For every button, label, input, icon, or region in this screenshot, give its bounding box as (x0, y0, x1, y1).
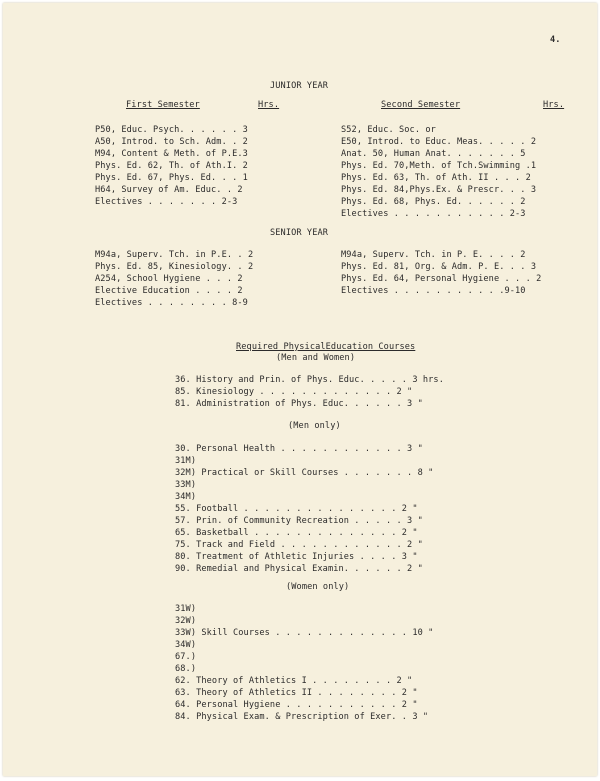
men-course-row: 80. Treatment of Athletic Injuries . . . . 3 " (175, 552, 418, 562)
women-course-row: 62. Theory of Athletics I . . . . . . . . 2 " (175, 676, 413, 686)
junior-right-row: Anat. 50, Human Anat. . . . . . . 5 (341, 149, 526, 159)
men-course-row: 32M) Practical or Skill Courses . . . . . . . 8 " (175, 468, 434, 478)
junior-right-row: Phys. Ed. 70,Meth. of Tch.Swimming .1 (341, 161, 537, 171)
required-course-row: 36. History and Prin. of Phys. Educ. . . . . 3 hrs. (175, 375, 444, 385)
men-course-row: 57. Prin. of Community Recreation . . . . . 3 " (175, 516, 423, 526)
junior-right-row: S52, Educ. Soc. or (341, 125, 436, 135)
men-course-row: 55. Football . . . . . . . . . . . . . . . 2 " (175, 504, 418, 514)
second-semester-heading: Second Semester (381, 100, 461, 110)
hrs-right-heading: Hrs. (543, 100, 565, 110)
junior-right-row: E50, Introd. to Educ. Meas. . . . . 2 (341, 137, 537, 147)
men-course-row: 75. Track and Field . . . . . . . . . . . . 2 " (175, 540, 423, 550)
men-course-row: 90. Remedial and Physical Examin. . . . . . 2 " (175, 564, 423, 574)
women-course-row: 33W) Skill Courses . . . . . . . . . . . . . 10 " (175, 628, 434, 638)
junior-right-row: Phys. Ed. 68, Phys. Ed. . . . . . 2 (341, 197, 526, 207)
junior-left-row: P50, Educ. Psych. . . . . . 3 (95, 125, 248, 135)
required-courses-subheading: (Men and Women) (276, 353, 356, 363)
men-course-row: 65. Basketball . . . . . . . . . . . . . . 2 " (175, 528, 418, 538)
men-course-row: 31M) (175, 456, 197, 466)
senior-right-row: Electives . . . . . . . . . . .9-10 (341, 286, 526, 296)
men-course-row: 30. Personal Health . . . . . . . . . . . . 3 " (175, 444, 423, 454)
junior-left-row: Electives . . . . . . . 2-3 (95, 197, 238, 207)
women-course-row: 64. Personal Hygiene . . . . . . . . . . . 2 " (175, 700, 418, 710)
women-course-row: 67.) (175, 652, 197, 662)
junior-right-row: Phys. Ed. 84,Phys.Ex. & Prescr. . . 3 (341, 185, 537, 195)
women-course-row: 34W) (175, 640, 197, 650)
junior-right-row: Electives . . . . . . . . . . . 2-3 (341, 209, 526, 219)
junior-left-row: Phys. Ed. 67, Phys. Ed. . . 1 (95, 173, 248, 183)
senior-right-row: M94a, Superv. Tch. in P. E. . . . 2 (341, 250, 526, 260)
senior-left-row: M94a, Superv. Tch. in P.E. . 2 (95, 250, 254, 260)
senior-left-row: A254, School Hygiene . . . 2 (95, 274, 243, 284)
required-courses-heading: Required PhysicalEducation Courses (236, 342, 416, 352)
junior-left-row: M94, Content & Meth. of P.E.3 (95, 149, 248, 159)
men-course-row: 33M) (175, 480, 197, 490)
junior-right-row: Phys. Ed. 63, Th. of Ath. II . . . 2 (341, 173, 531, 183)
hrs-left-heading: Hrs. (258, 100, 280, 110)
senior-right-row: Phys. Ed. 64, Personal Hygiene . . . 2 (341, 274, 542, 284)
women-course-row: 32W) (175, 616, 197, 626)
women-course-row: 31W) (175, 604, 197, 614)
required-course-row: 81. Administration of Phys. Educ. . . . . . 3 " (175, 399, 423, 409)
first-semester-heading: First Semester (126, 100, 200, 110)
senior-right-row: Phys. Ed. 81, Org. & Adm. P. E. . . 3 (341, 262, 537, 272)
required-course-row: 85. Kinesiology . . . . . . . . . . . . . 2 " (175, 387, 413, 397)
senior-left-row: Electives . . . . . . . . 8-9 (95, 298, 248, 308)
junior-year-heading: JUNIOR YEAR (270, 81, 329, 91)
women-course-row: 68.) (175, 664, 197, 674)
women-course-row: 63. Theory of Athletics II . . . . . . . . 2 " (175, 688, 418, 698)
women-only-heading: (Women only) (286, 582, 350, 592)
junior-left-row: A50, Introd. to Sch. Adm. . 2 (95, 137, 248, 147)
men-course-row: 34M) (175, 492, 197, 502)
senior-year-heading: SENIOR YEAR (270, 228, 329, 238)
junior-left-row: Phys. Ed. 62, Th. of Ath.I. 2 (95, 161, 248, 171)
women-course-row: 84. Physical Exam. & Prescription of Exer. . 3 " (175, 712, 429, 722)
senior-left-row: Elective Education . . . . 2 (95, 286, 243, 296)
page-number: 4. (550, 35, 561, 45)
senior-left-row: Phys. Ed. 85, Kinesiology. . 2 (95, 262, 254, 272)
document-page (3, 3, 597, 776)
junior-left-row: H64, Survey of Am. Educ. . 2 (95, 185, 243, 195)
men-only-heading: (Men only) (288, 421, 341, 431)
